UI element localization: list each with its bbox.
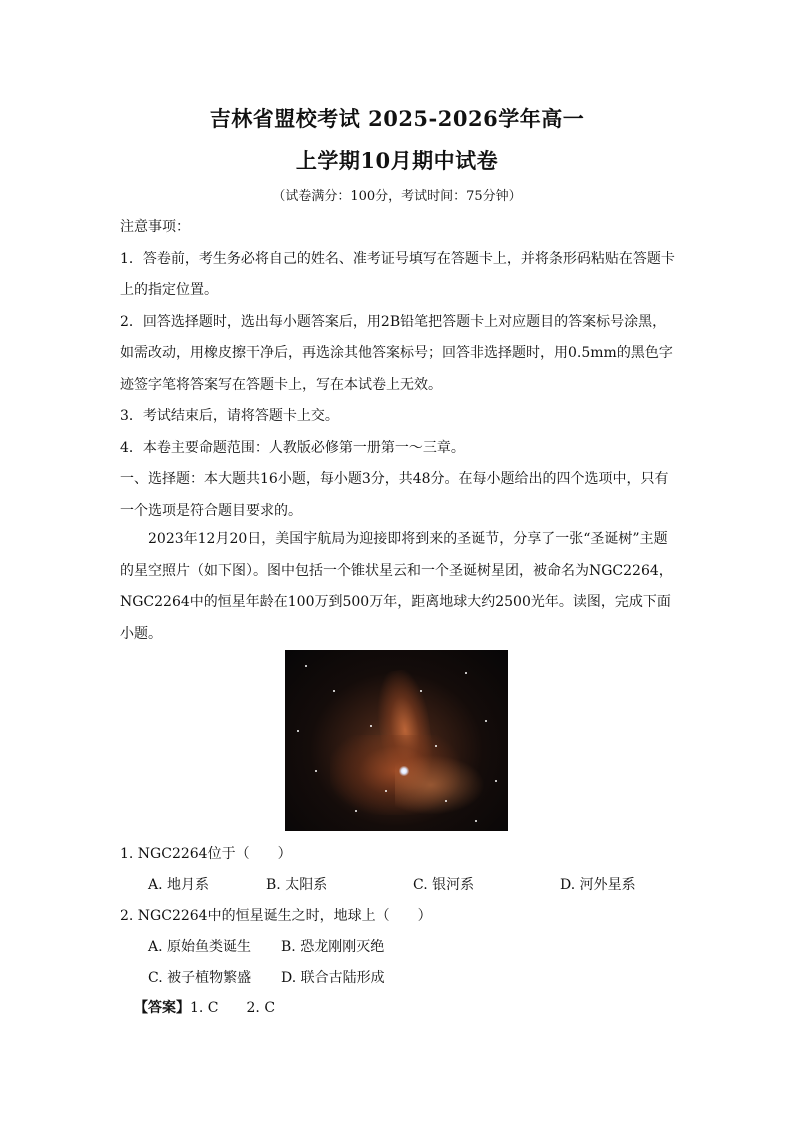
answer-label: 【答案】 — [134, 1000, 190, 1016]
question-2-option-a: A. 原始鱼类诞生 — [148, 939, 252, 955]
notes-section — [120, 212, 680, 527]
notes-item-4: 4．本卷主要命题范围：人教版必修第一册第一～三章。 — [120, 439, 465, 456]
notes-heading: 注意事项： — [120, 219, 190, 235]
exam-title-line2: 上学期10月期中试卷 — [295, 148, 499, 173]
answer-value: 1. C 2. C — [190, 1000, 276, 1016]
question-2-option-c: C. 被子植物繁盛 — [148, 970, 252, 986]
passage-text: 2023年12月20日，美国宇航局为迎接即将到来的圣诞节，分享了一张“圣诞树”主题的星空照片（如下图）。图中包括一个锥状星云和一个圣诞树星团，被命名为NGC2264，NGC2264中的恒星年龄在100万到500万年，距离地球大约2500光年。读图，完成下面小题。 — [120, 531, 673, 642]
question-1-option-b: B. 太阳系 — [266, 877, 328, 893]
question-1-option-d: D. 河外星系 — [560, 877, 636, 893]
notes-item-3: 3．考试结束后，请将答题卡上交。 — [120, 408, 339, 424]
exam-title-line1: 吉林省盟校考试 2025-2026学年高一 — [209, 106, 585, 131]
question-1-stem: 1. NGC2264位于（ ） — [120, 846, 292, 862]
question-2-stem: 2. NGC2264中的恒星诞生之时，地球上（ ） — [120, 908, 432, 924]
answer-line — [134, 997, 275, 1017]
question-2-option-b: B. 恐龙刚刚灭绝 — [281, 939, 385, 955]
exam-subtitle: （试卷满分：100分，考试时间：75分钟） — [272, 189, 522, 204]
question-1-option-c: C. 银河系 — [413, 877, 475, 893]
section-heading: 一、选择题：本大题共16小题，每小题3分，共48分。在每小题给出的四个选项中，只有一个选项是符合题目要求的。 — [120, 471, 669, 519]
notes-item-2: 2．回答选择题时，选出每小题答案后，用2B铅笔把答题卡上对应题目的答案标号涂黑，如需改动，用橡皮擦干净后，再选涂其他答案标号；回答非选择题时，用0.5mm的黑色字迹签字笔将答案写在答题卡上，写在本试卷上无效。 — [120, 313, 673, 393]
notes-item-1: 1．答卷前，考生务必将自己的姓名、准考证号填写在答题卡上，并将条形码粘贴在答题卡上的指定位置。 — [120, 250, 675, 298]
question-2-option-d: D. 联合古陆形成 — [281, 970, 385, 986]
reading-passage — [120, 524, 680, 650]
question-1-option-a: A. 地月系 — [148, 877, 210, 893]
nebula-photo — [285, 650, 508, 831]
